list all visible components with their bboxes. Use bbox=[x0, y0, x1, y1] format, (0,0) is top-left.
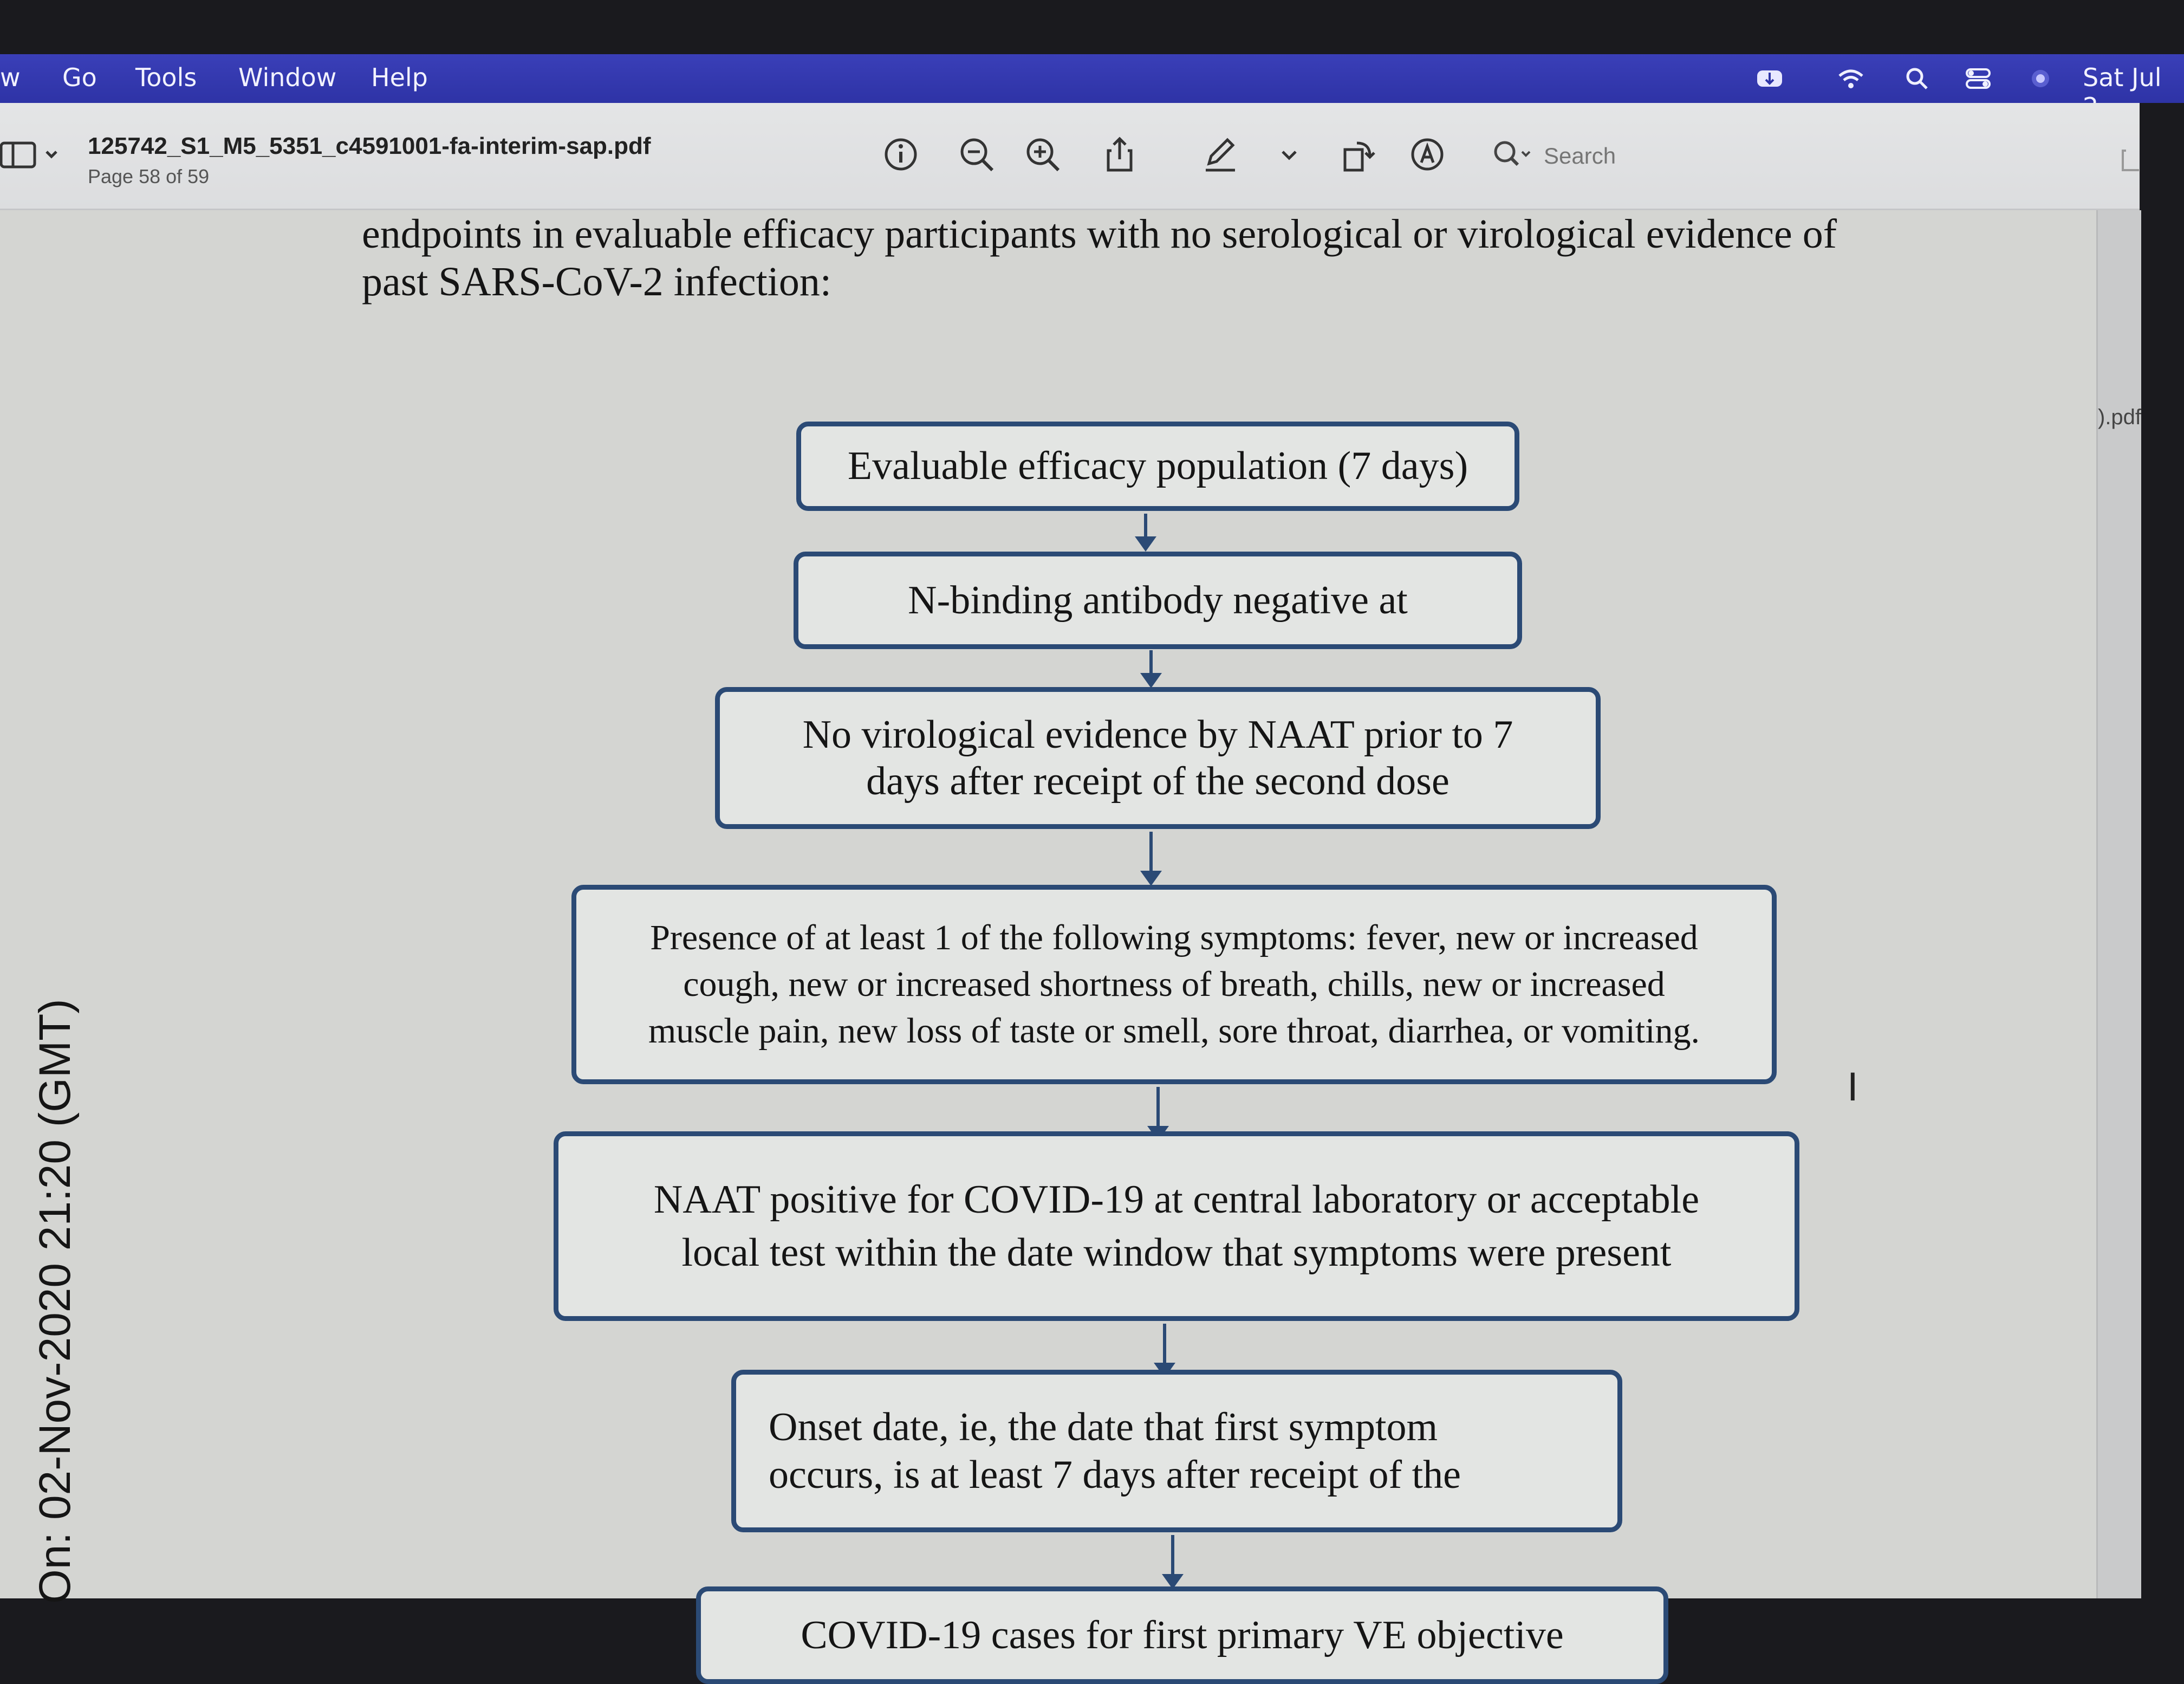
flowchart-box-line: Onset date, ie, the date that first symptom bbox=[769, 1405, 1438, 1449]
flowchart-arrow bbox=[1140, 650, 1162, 688]
flowchart-box-line: N-binding antibody negative at bbox=[908, 578, 1408, 623]
menu-view[interactable]: w bbox=[0, 63, 21, 92]
document-title: 125742_S1_M5_5351_c4591001-fa-interim-sap.pdf bbox=[88, 133, 651, 159]
info-icon[interactable] bbox=[882, 135, 920, 173]
flowchart-box-line: No virological evidence by NAAT prior to 7 bbox=[802, 713, 1513, 757]
zoom-in-icon[interactable] bbox=[1024, 135, 1062, 173]
annotate-icon[interactable] bbox=[1408, 135, 1446, 173]
flowchart-box-line: NAAT positive for COVID-19 at central laboratory or acceptable bbox=[653, 1177, 1700, 1222]
menu-go[interactable]: Go bbox=[62, 63, 97, 92]
preview-window bbox=[0, 103, 2142, 1657]
flowchart-box-line: days after receipt of the second dose bbox=[866, 759, 1450, 804]
document-page[interactable] bbox=[0, 210, 2096, 1657]
sidebar-toggle-icon[interactable] bbox=[0, 135, 60, 173]
page-indicator: Page 58 of 59 bbox=[88, 165, 210, 187]
search-input[interactable] bbox=[1484, 137, 1772, 176]
text-cursor-icon: I bbox=[1847, 1065, 1858, 1110]
flowchart-box-line: local test within the date window that symptoms were present bbox=[681, 1230, 1672, 1275]
flowchart-box-onset-date bbox=[731, 1370, 1622, 1532]
menu-window[interactable]: Window bbox=[238, 63, 337, 92]
pen-icon[interactable] bbox=[1201, 135, 1239, 173]
share-icon-secondary[interactable] bbox=[2121, 135, 2140, 173]
flowchart-box-symptoms bbox=[571, 885, 1777, 1084]
flowchart-box-line: Evaluable efficacy population (7 days) bbox=[847, 444, 1468, 488]
window-toolbar bbox=[0, 103, 2140, 210]
flowchart-box-naat-positive bbox=[554, 1131, 1799, 1321]
rotate-icon[interactable] bbox=[1341, 135, 1379, 173]
wifi-icon[interactable] bbox=[1836, 65, 1865, 92]
flowchart-box-n-binding-antibody bbox=[794, 552, 1522, 649]
intro-text-line-1: endpoints in evaluable efficacy participants with no serological or virological evidence of bbox=[362, 211, 1837, 257]
margin-date-stamp: On: 02-Nov-2020 21:20 (GMT) bbox=[30, 999, 80, 1604]
intro-text-line-2: past SARS-CoV-2 infection: bbox=[362, 259, 831, 305]
flowchart-box-line: Presence of at least 1 of the following symptoms: fever, new or increased bbox=[650, 918, 1698, 957]
control-center-icon[interactable] bbox=[1964, 65, 1993, 92]
flowchart-box-evaluable-population bbox=[796, 422, 1519, 511]
flowchart-box-line: muscle pain, new loss of taste or smell, sore throat, diarrhea, or vomiting. bbox=[648, 1011, 1700, 1051]
menu-help[interactable]: Help bbox=[371, 63, 428, 92]
flowchart-arrow bbox=[1162, 1535, 1184, 1589]
flowchart-box-line: cough, new or increased shortness of breath, chills, new or increased bbox=[683, 964, 1665, 1004]
menu-clock[interactable]: Sat Jul bbox=[2083, 63, 2162, 92]
flowchart-arrow bbox=[1140, 832, 1162, 886]
siri-icon[interactable] bbox=[2026, 65, 2055, 92]
spotlight-search-icon[interactable] bbox=[1902, 65, 1932, 92]
zoom-out-icon[interactable] bbox=[958, 135, 996, 173]
flowchart-arrow bbox=[1135, 514, 1156, 552]
flowchart-box-line: COVID-19 cases for first primary VE objective bbox=[801, 1612, 1564, 1657]
flowchart-box-covid-cases bbox=[696, 1586, 1668, 1684]
menu-bar bbox=[0, 54, 2184, 103]
flowchart-box-line: occurs, is at least 7 days after receipt of the bbox=[769, 1453, 1461, 1497]
right-sidebar bbox=[2096, 210, 2141, 1598]
cloud-sync-icon[interactable] bbox=[1755, 65, 1784, 92]
share-icon[interactable] bbox=[1101, 135, 1139, 173]
menu-tools[interactable]: Tools bbox=[135, 63, 197, 92]
sidebar-file-label[interactable]: ).pdf bbox=[2098, 405, 2142, 429]
flowchart-box-no-virological-evidence bbox=[715, 687, 1601, 829]
chevron-down-icon[interactable] bbox=[1278, 135, 1300, 173]
